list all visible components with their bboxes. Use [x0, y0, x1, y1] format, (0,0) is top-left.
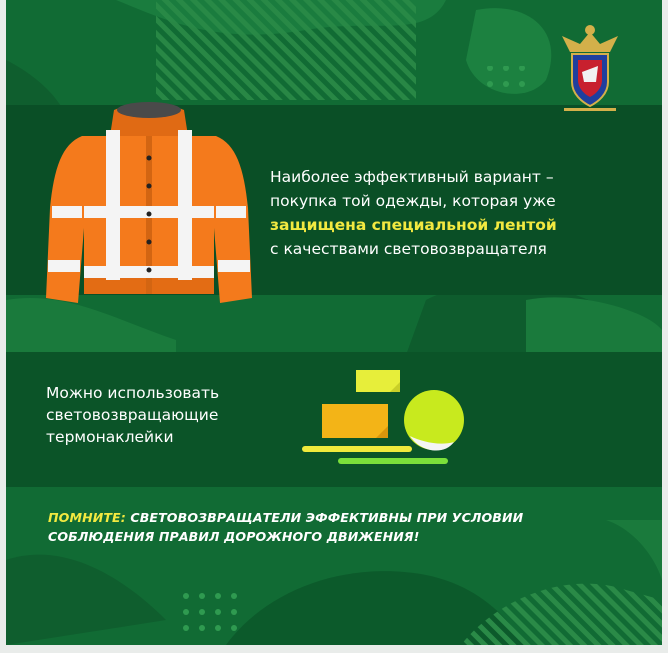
- police-emblem-icon: [558, 22, 622, 112]
- main-message: [270, 165, 660, 261]
- poster: [6, 0, 662, 645]
- mid-line-3: термонаклейки: [46, 428, 174, 446]
- main-line-4: с качествами световозвращателя: [270, 240, 547, 258]
- sticker-message: [46, 382, 306, 448]
- reflective-stickers-icon: [294, 360, 464, 472]
- hi-vis-jacket-icon: [42, 98, 256, 313]
- reminder-text: [48, 508, 648, 546]
- mid-line-2: световозвращающие: [46, 406, 219, 424]
- bottom-edge: [0, 645, 668, 653]
- mid-line-1: Можно использовать: [46, 384, 220, 402]
- reminder-line-2: СОБЛЮДЕНИЯ ПРАВИЛ ДОРОЖНОГО ДВИЖЕНИЯ!: [48, 529, 420, 544]
- reminder-keyword: ПОМНИТЕ:: [48, 510, 126, 525]
- reminder-line-1: СВЕТОВОЗВРАЩАТЕЛИ ЭФФЕКТИВНЫ ПРИ УСЛОВИИ: [125, 510, 524, 525]
- main-line-highlight: защищена специальной лентой: [270, 216, 557, 234]
- main-line-2: покупка той одежды, которая уже: [270, 192, 556, 210]
- main-line-1: Наиболее эффективный вариант –: [270, 168, 554, 186]
